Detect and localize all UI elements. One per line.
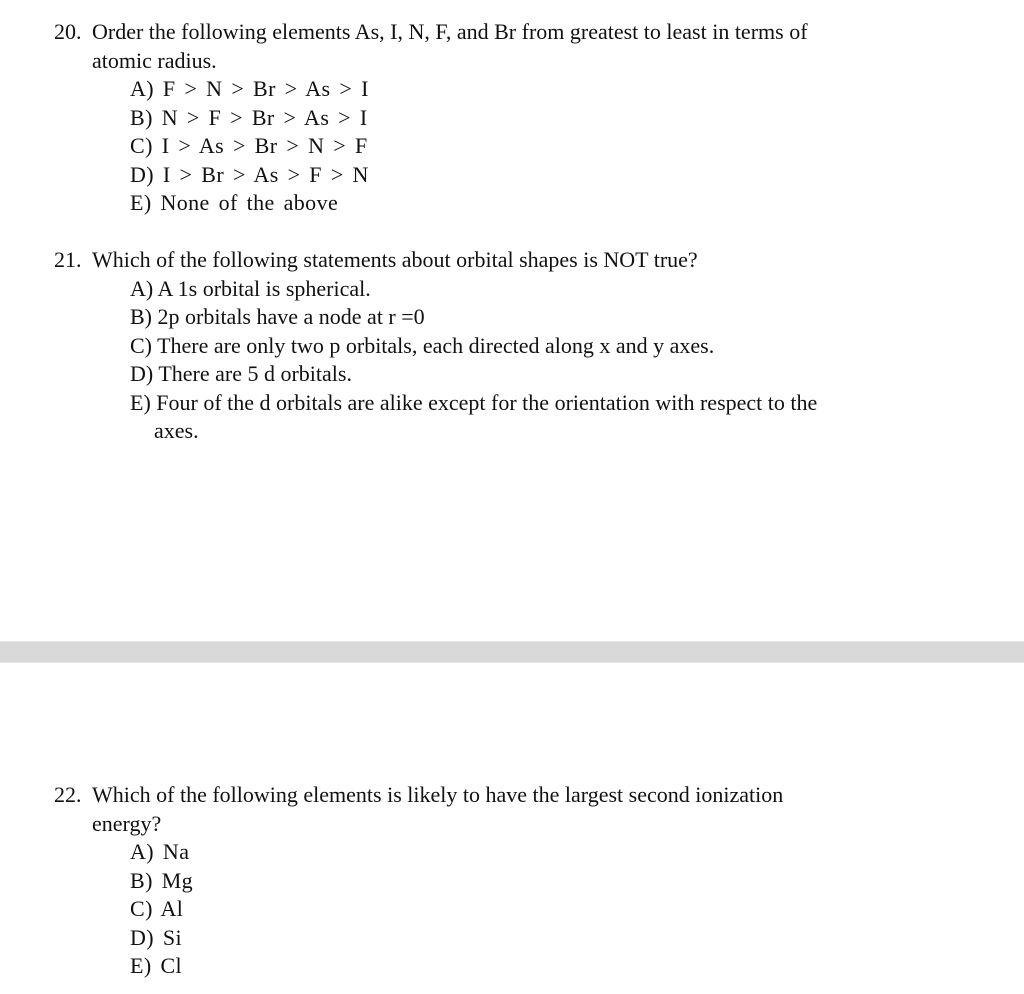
question-20 (0, 18, 1024, 218)
answer-option-c: C) Al (130, 896, 184, 921)
answer-option-d: D) There are 5 d orbitals. (130, 361, 352, 386)
question-text-line-1: Which of the following statements about orbital shapes is NOT true? (92, 247, 698, 272)
answer-options (0, 838, 1024, 981)
answer-option-d: D) Si (130, 924, 183, 950)
answer-option-c: C) There are only two p orbitals, each directed along x and y axes. (130, 332, 715, 358)
answer-option-e (0, 389, 930, 446)
question-text-line-1: Order the following elements As, I, N, F, and Br from greatest to least in terms of (92, 19, 808, 44)
answer-option-e: E) Cl (130, 953, 183, 978)
answer-options (0, 75, 1024, 218)
question-number: 20. (54, 19, 82, 44)
answer-option-e-text: E) Four of the d orbitals are alike except for the orientation with respect to the (130, 389, 818, 415)
answer-option-e: E) None of the above (130, 190, 339, 215)
answer-option-d: D) I > Br > As > F > N (130, 161, 369, 187)
answer-options (0, 275, 1024, 446)
answer-option-e-continuation: axes. (154, 418, 199, 443)
page-break-divider (0, 641, 1024, 663)
answer-option-c: C) I > As > Br > N > F (130, 133, 368, 158)
question-21 (0, 246, 1024, 446)
question-stem (0, 18, 952, 75)
answer-option-a: A) Na (130, 839, 190, 864)
question-stem (0, 246, 952, 275)
answer-option-b: B) N > F > Br > As > I (130, 104, 368, 130)
question-number: 21. (54, 247, 82, 272)
question-text-line-2: atomic radius. (92, 47, 217, 73)
question-text-line-1: Which of the following elements is likely to have the largest second ionization (92, 782, 784, 807)
answer-option-a: A) F > N > Br > As > I (130, 76, 369, 101)
answer-option-b: B) Mg (130, 867, 194, 893)
answer-option-a: A) A 1s orbital is spherical. (130, 275, 371, 301)
question-stem (0, 781, 952, 838)
question-number: 22. (54, 782, 82, 807)
question-text-line-2: energy? (92, 810, 162, 836)
question-22 (0, 781, 1024, 981)
answer-option-b: B) 2p orbitals have a node at r =0 (130, 304, 425, 329)
